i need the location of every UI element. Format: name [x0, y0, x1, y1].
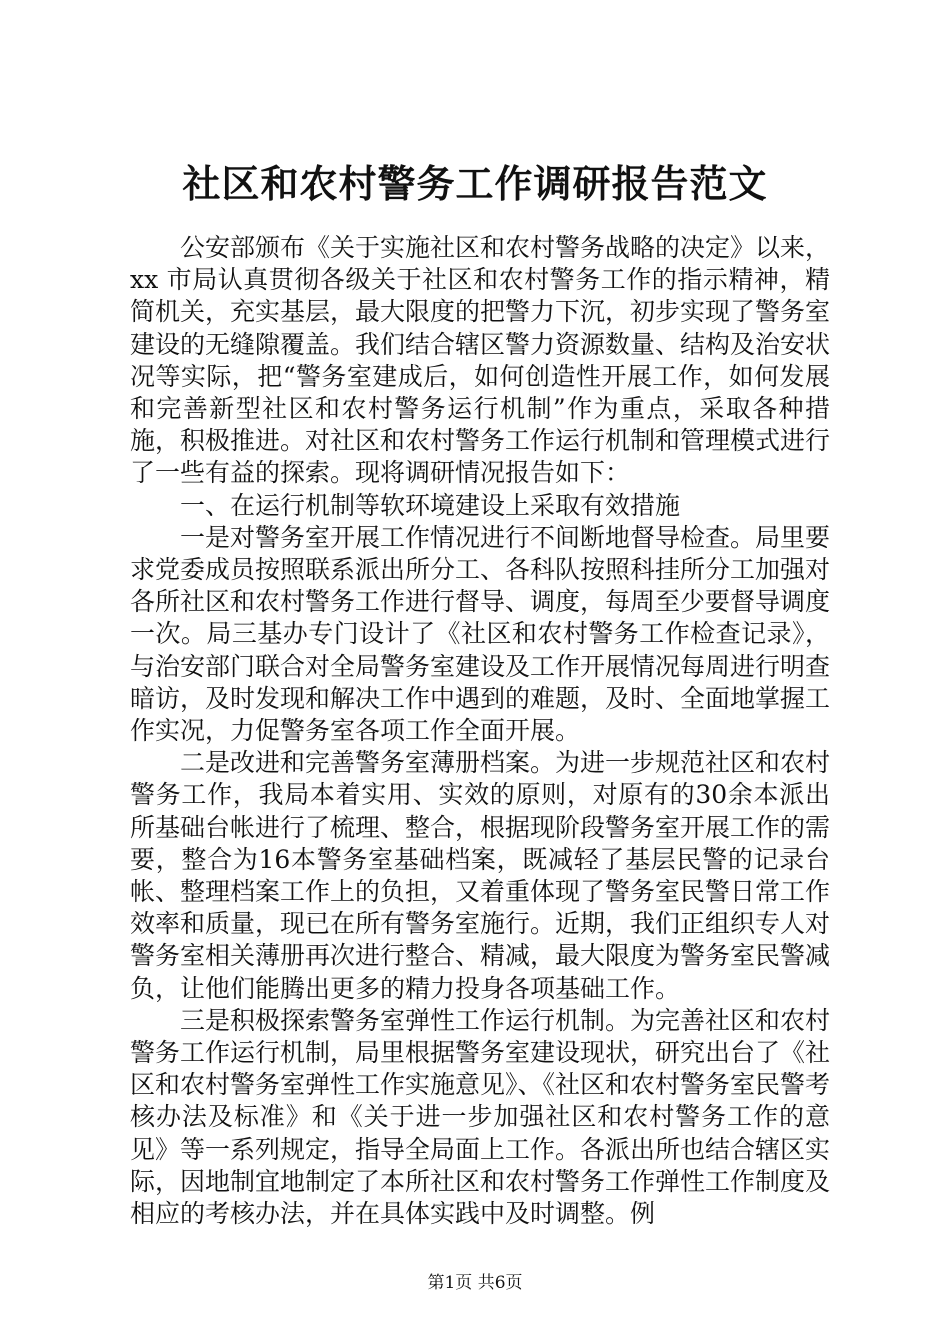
section-heading: 一、在运行机制等软环境建设上采取有效措施: [180, 490, 681, 520]
paragraph-intro: 公安部颁布《关于实施社区和农村警务战略的决定》以来，xx 市局认真贯彻各级关于社区和农村警务工作的指示精神，精简机关，充实基层，最大限度的把警力下沉，初步实现了警务室建设的无缝隙覆盖。我们结合辖区警力资源数量、结构及治安状况等实际，把“警务室建成后，如何创造性开展工作，如何发展和完善新型社区和农村警务运行机制”作为重点，采取各种措施，积极推进。对社区和农村警务工作运行机制和管理模式进行了一些有益的探索。现将调研情况报告如下：: [130, 233, 831, 488]
document-title: 社区和农村警务工作调研报告范文: [182, 161, 768, 206]
paragraph-point-three: 三是积极探索警务室弹性工作运行机制。为完善社区和农村警务工作运行机制，局里根据警务室建设现状，研究出台了《社区和农村警务室弹性工作实施意见》、《社区和农村警务室民警考核办法及标准》和《关于进一步加强社区和农村警务工作的意见》等一系列规定，指导全局面上工作。各派出所也结合辖区实际，因地制宜地制定了本所社区和农村警务工作弹性工作制度及相应的考核办法，并在具体实践中及时调整。例: [130, 1005, 831, 1229]
paragraph-point-one: 一是对警务室开展工作情况进行不间断地督导检查。局里要求党委成员按照联系派出所分工、各科队按照科挂所分工加强对各所社区和农村警务工作进行督导、调度，每周至少要督导调度一次。局三基办专门设计了《社区和农村警务工作检查记录》，与治安部门联合对全局警务室建设及工作开展情况每周进行明查暗访，及时发现和解决工作中遇到的难题，及时、全面地掌握工作实况，力促警务室各项工作全面开展。: [130, 522, 831, 746]
paragraph-point-two: 二是改进和完善警务室薄册档案。为进一步规范社区和农村警务工作，我局本着实用、实效的原则，对原有的30余本派出所基础台帐进行了梳理、整合，根据现阶段警务室开展工作的需要，整合为16本警务室基础档案，既减轻了基层民警的记录台帐、整理档案工作上的负担，又着重体现了警务室民警日常工作效率和质量，现已在所有警务室施行。近期，我们正组织专人对警务室相关薄册再次进行整合、精减，最大限度为警务室民警减负，让他们能腾出更多的精力投身各项基础工作。: [130, 748, 831, 1003]
page-footer: 第1页 共6页: [427, 1273, 523, 1293]
document-body: [130, 232, 830, 1230]
